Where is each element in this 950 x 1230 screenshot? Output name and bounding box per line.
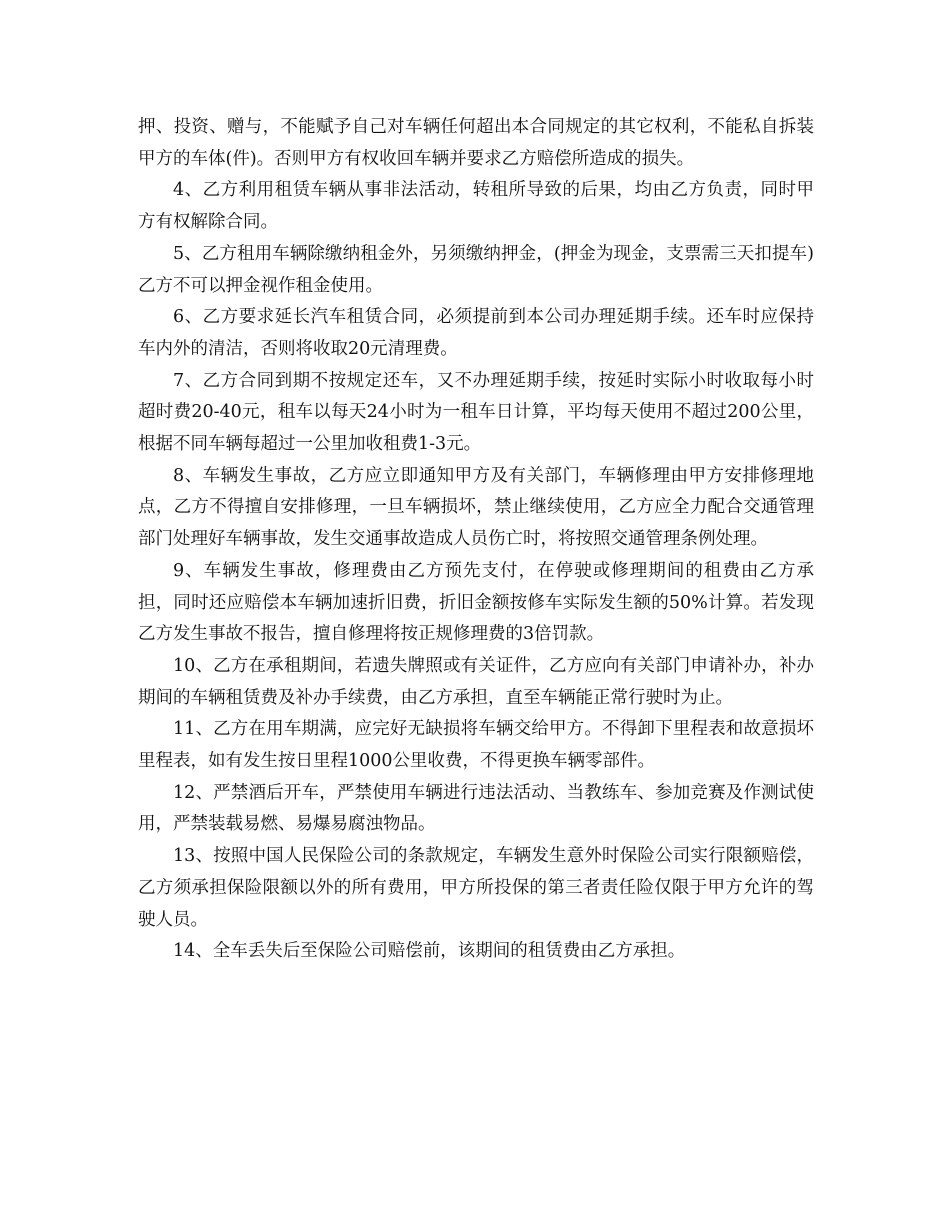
paragraph-clause-6: 6、乙方要求延长汽车租赁合同，必须提前到本公司办理延期手续。还车时应保持车内外的清洁，否则将收取20元清理费。 [138, 307, 814, 359]
document-body [138, 112, 814, 968]
paragraph-clause-7: 7、乙方合同到期不按规定还车，又不办理延期手续，按延时实际小时收取每小时超时费20-40元，租车以每天24小时为一租车日计算，平均每天使用不超过200公里，根据不同车辆每超过一公里加收租费1-3元。 [138, 370, 814, 455]
paragraph-clause-13: 13、按照中国人民保险公司的条款规定，车辆发生意外时保险公司实行限额赔偿，乙方须承担保险限额以外的所有费用，甲方所投保的第三者责任险仅限于甲方允许的驾驶人员。 [138, 846, 814, 930]
paragraph-clause-9: 9、车辆发生事故，修理费由乙方预先支付，在停驶或修理期间的租费由乙方承担，同时还应赔偿本车辆加速折旧费，折旧金额按修车实际发生额的50%计算。若发现乙方发生事故不报告，擅自修理将按正规修理费的3倍罚款。 [138, 560, 814, 645]
paragraph-clause-11: 11、乙方在用车期满，应完好无缺损将车辆交给甲方。不得卸下里程表和故意损坏里程表，如有发生按日里程1000公里收费，不得更换车辆零部件。 [138, 719, 814, 772]
paragraph-clause-5: 5、乙方租用车辆除缴纳租金外，另须缴纳押金，(押金为现金，支票需三天扣提车)乙方不可以押金视作租金使用。 [138, 243, 814, 296]
paragraph-continuation: 押、投资、赠与，不能赋予自己对车辆任何超出本合同规定的其它权利，不能私自拆装甲方的车体(件)。否则甲方有权收回车辆并要求乙方赔偿所造成的损失。 [138, 117, 814, 169]
paragraph-clause-8: 8、车辆发生事故，乙方应立即通知甲方及有关部门，车辆修理由甲方安排修理地点，乙方不得擅自安排修理，一旦车辆损坏，禁止继续使用，乙方应全力配合交通管理部门处理好车辆事故，发生交通事故造成人员伤亡时，将按照交通管理条例处理。 [138, 465, 814, 550]
paragraph-clause-4: 4、乙方利用租赁车辆从事非法活动，转租所导致的后果，均由乙方负责，同时甲方有权解除合同。 [138, 180, 814, 233]
paragraph-clause-10: 10、乙方在承租期间，若遗失牌照或有关证件，乙方应向有关部门申请补办，补办期间的车辆租赁费及补办手续费，由乙方承担，直至车辆能正常行驶时为止。 [138, 655, 814, 708]
paragraph-clause-14: 14、全车丢失后至保险公司赔偿前，该期间的租赁费由乙方承担。 [173, 941, 686, 962]
paragraph-clause-12: 12、严禁酒后开车，严禁使用车辆进行违法活动、当教练车、参加竞赛及作测试使用，严禁装载易燃、易爆易腐浊物品。 [138, 782, 814, 835]
